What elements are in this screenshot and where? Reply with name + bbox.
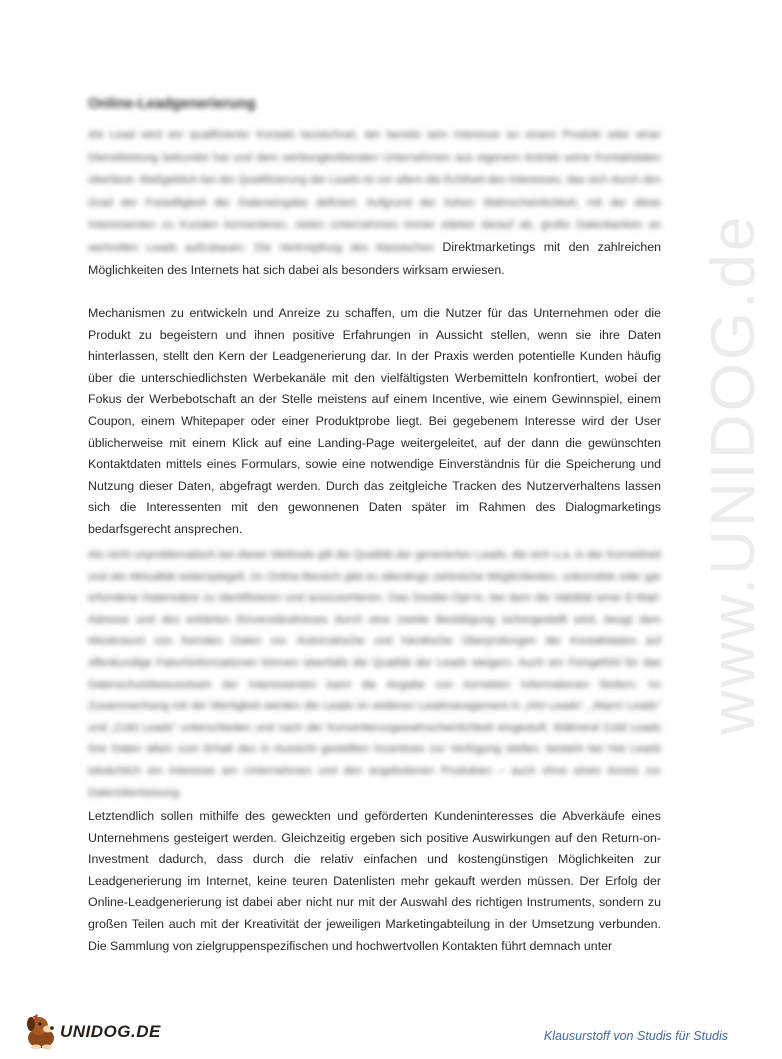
document-heading: Online-Leadgenerierung [88,96,256,112]
watermark [672,213,782,740]
watermark-text: www.UNIDOG.de [699,213,768,735]
logo-text: UNIDOG.DE [60,1022,161,1041]
footer-logo [24,1012,161,1052]
paragraph-mechanisms: Mechanismen zu entwickeln und Anreize zu schaffen, um die Nutzer für das Unternehmen oder die Produkt zu begeistern und ihnen positive Erfahrungen in Aussicht stellen, wenn sie ihre Daten hinterlassen, stellt den Kern der Leadgenerierung dar. In der Praxis werden potentielle Kunden häufig über die unterschiedlichsten Werbekanäle mit den vielfältigsten Werbemitteln konfrontiert, wobei der Fokus der Werbebotschaft an der Stelle meistens auf einem Incentive, wie einem Gewinnspiel, einem Coupon, einem Whitepaper oder einer Produktprobe liegt. Bei gegebenem Interesse wird der User üblicherweise mit einem Klick auf eine Landing-Page weitergeleitet, auf der dann die gewünschten Kontaktdaten mittels eines Formulars, sowie eine notwendige Einverständnis für die Speicherung und Nutzung dieser Daten, abgefragt werden. Durch das zeitgleiche Tracken des Nutzerverhaltens lassen sich die Interessenten mit den gewonnenen Daten später im Rahmen des Dialogmarketings bedarfsgerecht ansprechen. [88,306,661,536]
footer-tagline: Klausurstoff von Studis für Studis [543,1029,728,1043]
blurred-text: Als Lead wird ein qualifizierter Kontakt bezeichnet, der bereits sein Interesse an einem Produkt oder einer Dienstleistung bekundet hat und dem werbungtreibenden Unternehmen aus eigenem Antrieb seine Kontaktdaten überlässt. Maßgeblich bei der Qualifizierung der Leads ist vor allem die Echtheit des Interesses, das sich durch den Grad der Freiwilligkeit der Dateneingabe definiert. Aufgrund der hohen Wahrscheinlichkeit, mit der diese Interessenten zu Kunden konvertieren, zielen Unternehmen immer stärker darauf ab, große Datenbanken an wertvollen Leads aufzubauen. Die Verknüpfung des klassischen [88,129,661,254]
paragraph-intro [88,124,661,296]
paragraph-intro-visible: Direktmarketings mit den zahlreichen Möglichkeiten des Internets hat sich dabei als besonders wirksam erwiesen. [88,239,661,277]
paragraph-conclusion: Letztendlich sollen mithilfe des geweckten und geförderten Kundeninteresses die Abverkäufe eines Unternehmens gesteigert werden. Gleichzeitig ergeben sich positive Auswirkungen auf den Return-on-Investment dadurch, dass durch die relativ einfachen und kostengünstigen Möglichkeiten zur Leadgenerierung im Internet, keine teuren Datenlisten mehr gekauft werden müssen. Der Erfolg der Online-Leadgenerierung ist dabei aber nicht nur mit der Auswahl des richtigen Instruments, sondern zu großen Teilen auch mit der Kreativität der jeweiligen Marketingabteilung in der Umsetzung verbunden. Die Sammlung von zielgruppenspezifischen und hochwertvollen Kontakten führt demnach unter [88,809,661,953]
paragraph-lead-quality: Als nicht unproblematisch bei dieser Methode gilt die Qualität der generierten Leads, die sich u.a. in der Korrektheit und der Aktualität widerspiegelt. Im Online-Bereich gibt es allerdings zahlreiche Möglichkeiten, unkorrekte oder gar erfundene Datensätze zu identifizieren und auszusortieren. Das Double-Opt-In, bei dem die Validität einer E-Mail-Adresse und des erklärten Einverständnisses durch eine zweite Bestätigung sichergestellt wird, beugt dem Missbrauch von fremden Daten vor. Automatische und händische Überprüfungen der Kontaktdaten auf offenkundige Falschinformationen können ebenfalls die Qualität der Leads steigern. Auch ein Feingefühl für das Datenschutzbewusstsein der Interessenten kann die Angabe von korrekten Informationen fördern. Im Zusammenhang mit der Wertigkeit werden die Leads im weiteren Leadmanagement in „Hot Leads", „Warm Leads" und „Cold Leads" unterschieden und nach der Konvertierungswahrscheinlichkeit eingestuft. Während Cold Leads ihre Daten allein zum Erhalt des in Aussicht gestellten Incentives zur Verfügung stellen, besteht bei Hot Leads tatsächlich ein Interesse am Unternehmen und den angebotenen Produkten – auch ohne einen Anreiz zur Datenüberlassung. [88,549,661,799]
dog-mascot-icon [24,1014,58,1050]
